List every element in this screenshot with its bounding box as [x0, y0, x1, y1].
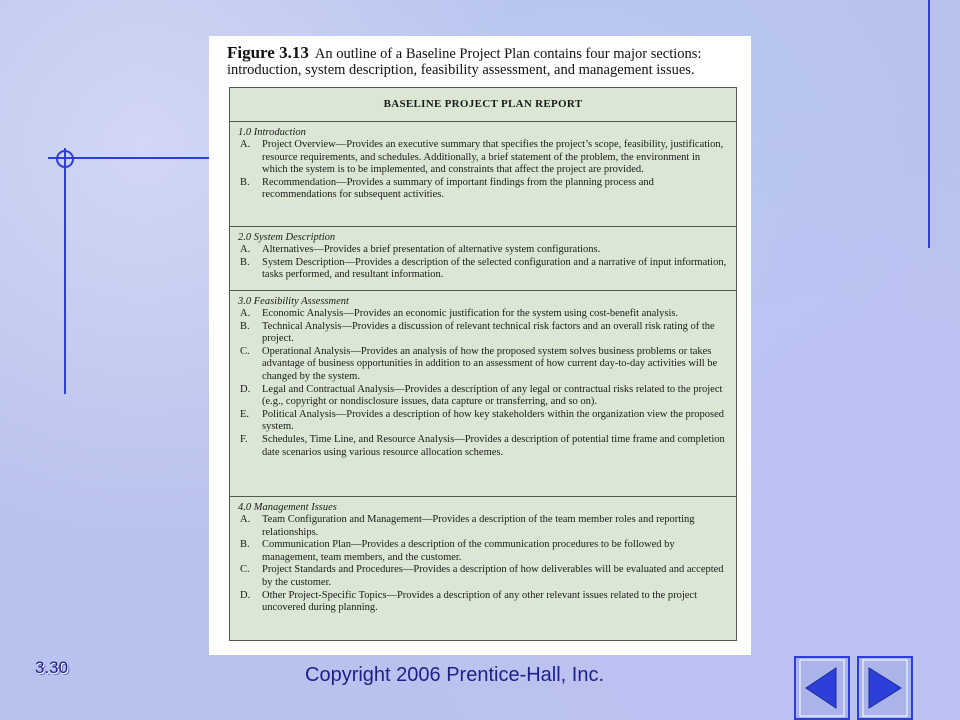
- item-text: Project Overview—Provides an executive summary that specifies the project’s scope, feasibility, justification, resource requirements, and schedules. Additionally, a brief statement of the problem, the environment in which the system is to be implemented, and constraints that affect the project are provided.: [262, 139, 724, 176]
- item-letter: B.: [240, 539, 250, 551]
- next-slide-button[interactable]: [857, 656, 913, 720]
- decor-circle: [56, 150, 74, 168]
- section-item: [238, 139, 728, 177]
- report-section: [230, 122, 736, 227]
- item-letter: D.: [240, 589, 251, 601]
- section-item: [238, 177, 728, 202]
- item-letter: A.: [240, 139, 251, 150]
- section-item: [238, 409, 728, 434]
- item-letter: A.: [240, 308, 251, 319]
- section-item: [238, 244, 728, 257]
- figure-image: [209, 36, 751, 655]
- item-text: Political Analysis—Provides a description of how key stakeholders within the organization view the proposed system.: [262, 408, 725, 433]
- item-text: System Description—Provides a description of the selected configuration and a narrative of input information, tasks performed, and resultant information.: [262, 256, 727, 281]
- item-text: Schedules, Time Line, and Resource Analysis—Provides a description of potential time frame and completion date scenarios using various resource allocation schemes.: [262, 433, 725, 458]
- section-item: [238, 539, 728, 564]
- item-letter: A.: [240, 244, 251, 255]
- section-item: [238, 321, 728, 346]
- copyright-text: Copyright 2006 Prentice-Hall, Inc.: [305, 664, 605, 686]
- report-sections: [230, 122, 736, 638]
- item-letter: E.: [240, 408, 250, 420]
- item-letter: D.: [240, 383, 251, 395]
- item-letter: B.: [240, 176, 250, 188]
- item-letter: C.: [240, 345, 250, 357]
- triangle-left-icon: [796, 658, 848, 718]
- report-section: [230, 227, 736, 291]
- figure-caption-text: An outline of a Baseline Project Plan contains four major sections: introduction, system description, feasibility assessment, and management issues.: [227, 46, 702, 78]
- section-heading: 2.0 System Description: [238, 232, 336, 243]
- item-text: Recommendation—Provides a summary of important findings from the planning process and recommendations for subsequent activities.: [262, 176, 654, 201]
- section-item: [238, 564, 728, 589]
- report-title: BASELINE PROJECT PLAN REPORT: [230, 88, 736, 122]
- section-heading: 1.0 Introduction: [238, 127, 306, 138]
- section-item: [238, 590, 728, 615]
- item-letter: B.: [240, 320, 250, 332]
- item-text: Communication Plan—Provides a description of the communication procedures to be followed by management, team members, and the customer.: [262, 539, 675, 563]
- triangle-right-icon: [859, 658, 911, 718]
- report-box: [229, 87, 737, 641]
- item-letter: F.: [240, 433, 248, 445]
- section-item: [238, 514, 728, 539]
- decor-vertical-line-right: [928, 0, 930, 248]
- item-text: Alternatives—Provides a brief presentation of alternative system configurations.: [262, 244, 601, 255]
- item-text: Project Standards and Procedures—Provides a description of how deliverables will be evaluated and accepted by the customer.: [262, 564, 724, 588]
- report-section: [230, 291, 736, 497]
- section-item: [238, 346, 728, 384]
- figure-caption: [227, 45, 735, 78]
- section-heading: 3.0 Feasibility Assessment: [238, 296, 349, 307]
- section-item: [238, 384, 728, 409]
- figure-label: Figure 3.13: [227, 43, 309, 62]
- section-item: [238, 434, 728, 459]
- decor-vertical-line-left: [64, 148, 66, 394]
- slide-number: 3.30: [35, 658, 69, 677]
- report-section: [230, 497, 736, 638]
- item-text: Other Project-Specific Topics—Provides a description of any other relevant issues related to the project uncovered during planning.: [262, 589, 697, 614]
- section-heading: 4.0 Management Issues: [238, 502, 337, 513]
- item-text: Economic Analysis—Provides an economic justification for the system using cost-benefit analysis.: [262, 308, 679, 319]
- previous-slide-button[interactable]: [794, 656, 850, 720]
- item-letter: B.: [240, 256, 250, 268]
- item-text: Legal and Contractual Analysis—Provides a description of any legal or contractual risks related to the project (e.g., copyright or nondisclosure issues, data capture or transferring, and so on).: [262, 383, 723, 408]
- item-text: Team Configuration and Management—Provides a description of the team member roles and reporting relationships.: [262, 514, 695, 538]
- item-letter: A.: [240, 514, 251, 525]
- item-letter: C.: [240, 564, 250, 576]
- section-item: [238, 257, 728, 282]
- item-text: Technical Analysis—Provides a discussion of relevant technical risk factors and an overall risk rating of the project.: [262, 320, 715, 345]
- section-item: [238, 308, 728, 321]
- item-text: Operational Analysis—Provides an analysis of how the proposed system solves business problems or takes advantage of business opportunities in addition to an assessment of how current day-to-day activities will be changed by the system.: [262, 345, 718, 382]
